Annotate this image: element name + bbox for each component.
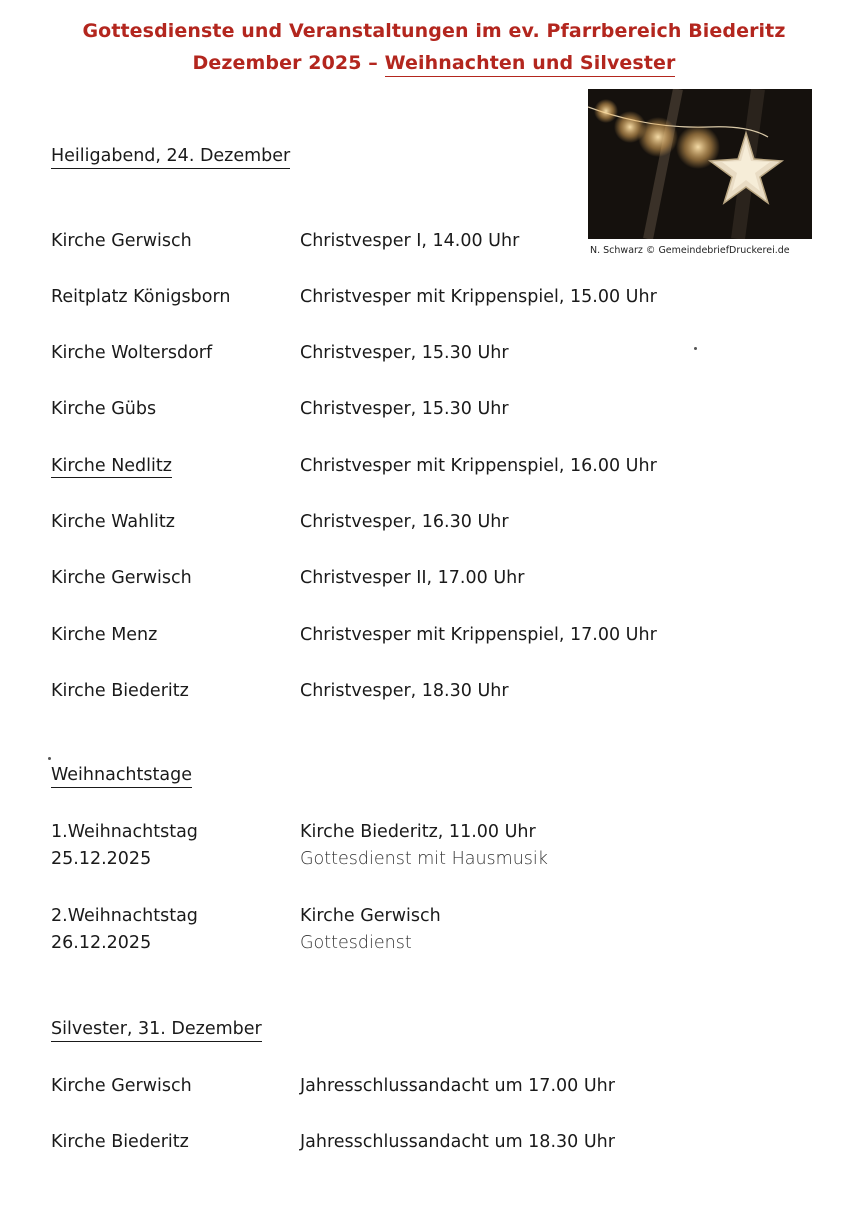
event-block [300, 822, 548, 869]
document-subtitle [0, 52, 868, 74]
event-location: Kirche Woltersdorf [51, 343, 213, 363]
event-description: Jahresschlussandacht um 17.00 Uhr [300, 1076, 615, 1096]
photo-credit: N. Schwarz © GemeindebriefDruckerei.de [590, 245, 790, 256]
event-location: Kirche Biederitz [51, 681, 189, 701]
section-heading-silvester: Silvester, 31. Dezember [51, 1019, 262, 1042]
section-heading-weihnachtstage: Weihnachtstage [51, 765, 192, 788]
event-day-name: 2.Weihnachtstag [51, 906, 198, 926]
star-lights-illustration [588, 89, 812, 239]
event-description: Christvesper I, 14.00 Uhr [300, 231, 520, 251]
event-description: Jahresschlussandacht um 18.30 Uhr [300, 1132, 615, 1152]
star-lights-photo [588, 89, 812, 239]
event-description: Kirche Biederitz, 11.00 Uhr [300, 822, 536, 842]
event-day [51, 906, 198, 953]
event-location: Reitplatz Königsborn [51, 287, 231, 307]
event-description: Christvesper, 15.30 Uhr [300, 343, 509, 363]
event-description: Kirche Gerwisch [300, 906, 441, 926]
event-block [300, 906, 441, 953]
scan-speck [694, 347, 697, 350]
event-description: Christvesper II, 17.00 Uhr [300, 568, 525, 588]
event-description: Christvesper mit Krippenspiel, 15.00 Uhr [300, 287, 657, 307]
event-location: Kirche Menz [51, 625, 158, 645]
event-day [51, 822, 198, 869]
event-description: Christvesper, 15.30 Uhr [300, 399, 509, 419]
event-date: 26.12.2025 [51, 933, 152, 953]
event-location: Kirche Gübs [51, 399, 157, 419]
event-detail: Gottesdienst [300, 933, 412, 953]
event-day-name: 1.Weihnachtstag [51, 822, 198, 842]
event-description: Christvesper, 18.30 Uhr [300, 681, 509, 701]
event-description: Christvesper mit Krippenspiel, 17.00 Uhr [300, 625, 657, 645]
event-description: Christvesper mit Krippenspiel, 16.00 Uhr [300, 456, 657, 476]
document-title [0, 20, 868, 42]
event-location: Kirche Wahlitz [51, 512, 175, 532]
title-line-2-prefix: Dezember 2025 – [192, 52, 385, 74]
event-location: Kirche Biederitz [51, 1132, 189, 1152]
event-location: Kirche Nedlitz [51, 456, 172, 476]
event-date: 25.12.2025 [51, 849, 152, 869]
event-location: Kirche Gerwisch [51, 1076, 192, 1096]
event-detail: Gottesdienst mit Hausmusik [300, 849, 548, 869]
title-line-2-underlined: Weihnachten und Silvester [385, 52, 676, 77]
scan-speck [48, 757, 51, 760]
event-location: Kirche Gerwisch [51, 231, 192, 251]
event-description: Christvesper, 16.30 Uhr [300, 512, 509, 532]
section-heading-heiligabend: Heiligabend, 24. Dezember [51, 146, 290, 169]
event-location: Kirche Gerwisch [51, 568, 192, 588]
title-line-1: Gottesdienste und Veranstaltungen im ev. Pfarrbereich Biederitz [82, 20, 786, 42]
